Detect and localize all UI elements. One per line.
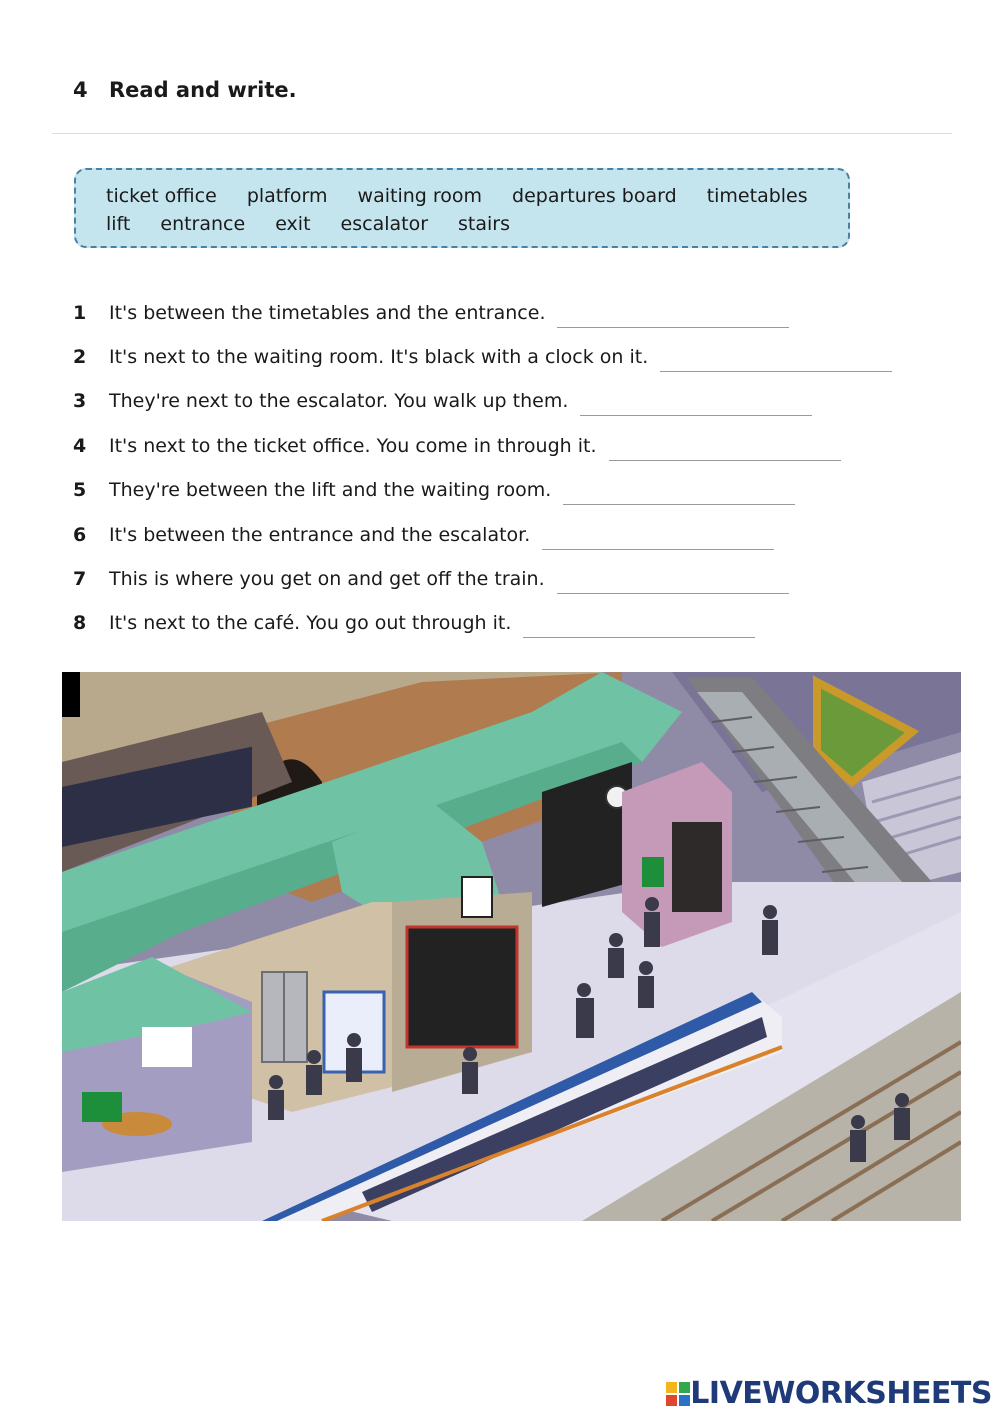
logo-grid-icon (666, 1382, 690, 1406)
word-bank (74, 168, 850, 248)
word-bank-item: waiting room (357, 185, 483, 207)
question-7 (73, 564, 789, 594)
question-text: It's next to the café. You go out through it. (109, 612, 512, 634)
question-number: 4 (73, 435, 87, 457)
liveworksheets-logo (666, 1376, 992, 1411)
answer-input-4[interactable] (609, 458, 841, 461)
logo-text: LIVEWORKSHEETS (690, 1376, 992, 1411)
answer-input-3[interactable] (580, 413, 812, 416)
question-4 (73, 431, 841, 461)
answer-input-7[interactable] (557, 591, 789, 594)
word-bank-item: escalator (340, 213, 429, 235)
word-bank-row-1 (106, 182, 848, 210)
question-number: 3 (73, 390, 87, 412)
answer-input-1[interactable] (557, 325, 789, 328)
question-text: They're between the lift and the waiting room. (109, 479, 552, 501)
answer-input-6[interactable] (542, 547, 774, 550)
word-bank-item: departures board (512, 185, 677, 207)
question-number: 1 (73, 302, 87, 324)
station-illustration (62, 672, 961, 1221)
answer-input-8[interactable] (523, 635, 755, 638)
question-number: 6 (73, 524, 87, 546)
exercise-number: 4 (73, 78, 88, 102)
question-text: They're next to the escalator. You walk up them. (109, 390, 569, 412)
question-number: 8 (73, 612, 87, 634)
question-1 (73, 298, 789, 328)
answer-input-2[interactable] (660, 369, 892, 372)
question-text: This is where you get on and get off the train. (109, 568, 545, 590)
word-bank-item: timetables (706, 185, 808, 207)
answer-input-5[interactable] (563, 502, 795, 505)
question-number: 7 (73, 568, 87, 590)
word-bank-item: ticket office (106, 185, 217, 207)
question-text: It's next to the waiting room. It's black with a clock on it. (109, 346, 649, 368)
question-number: 2 (73, 346, 87, 368)
question-text: It's between the timetables and the entrance. (109, 302, 546, 324)
word-bank-item: lift (106, 213, 131, 235)
word-bank-item: platform (246, 185, 328, 207)
divider (52, 133, 952, 134)
word-bank-row-2 (106, 210, 848, 238)
question-text: It's between the entrance and the escalator. (109, 524, 531, 546)
word-bank-item: stairs (458, 213, 511, 235)
question-6 (73, 520, 774, 550)
exercise-title: Read and write. (109, 78, 297, 102)
exercise-heading (73, 78, 297, 102)
question-5 (73, 475, 795, 505)
word-bank-item: exit (275, 213, 311, 235)
question-8 (73, 608, 755, 638)
question-3 (73, 386, 812, 416)
question-number: 5 (73, 479, 87, 501)
word-bank-item: entrance (160, 213, 246, 235)
question-2 (73, 342, 892, 372)
question-text: It's next to the ticket office. You come in through it. (109, 435, 597, 457)
